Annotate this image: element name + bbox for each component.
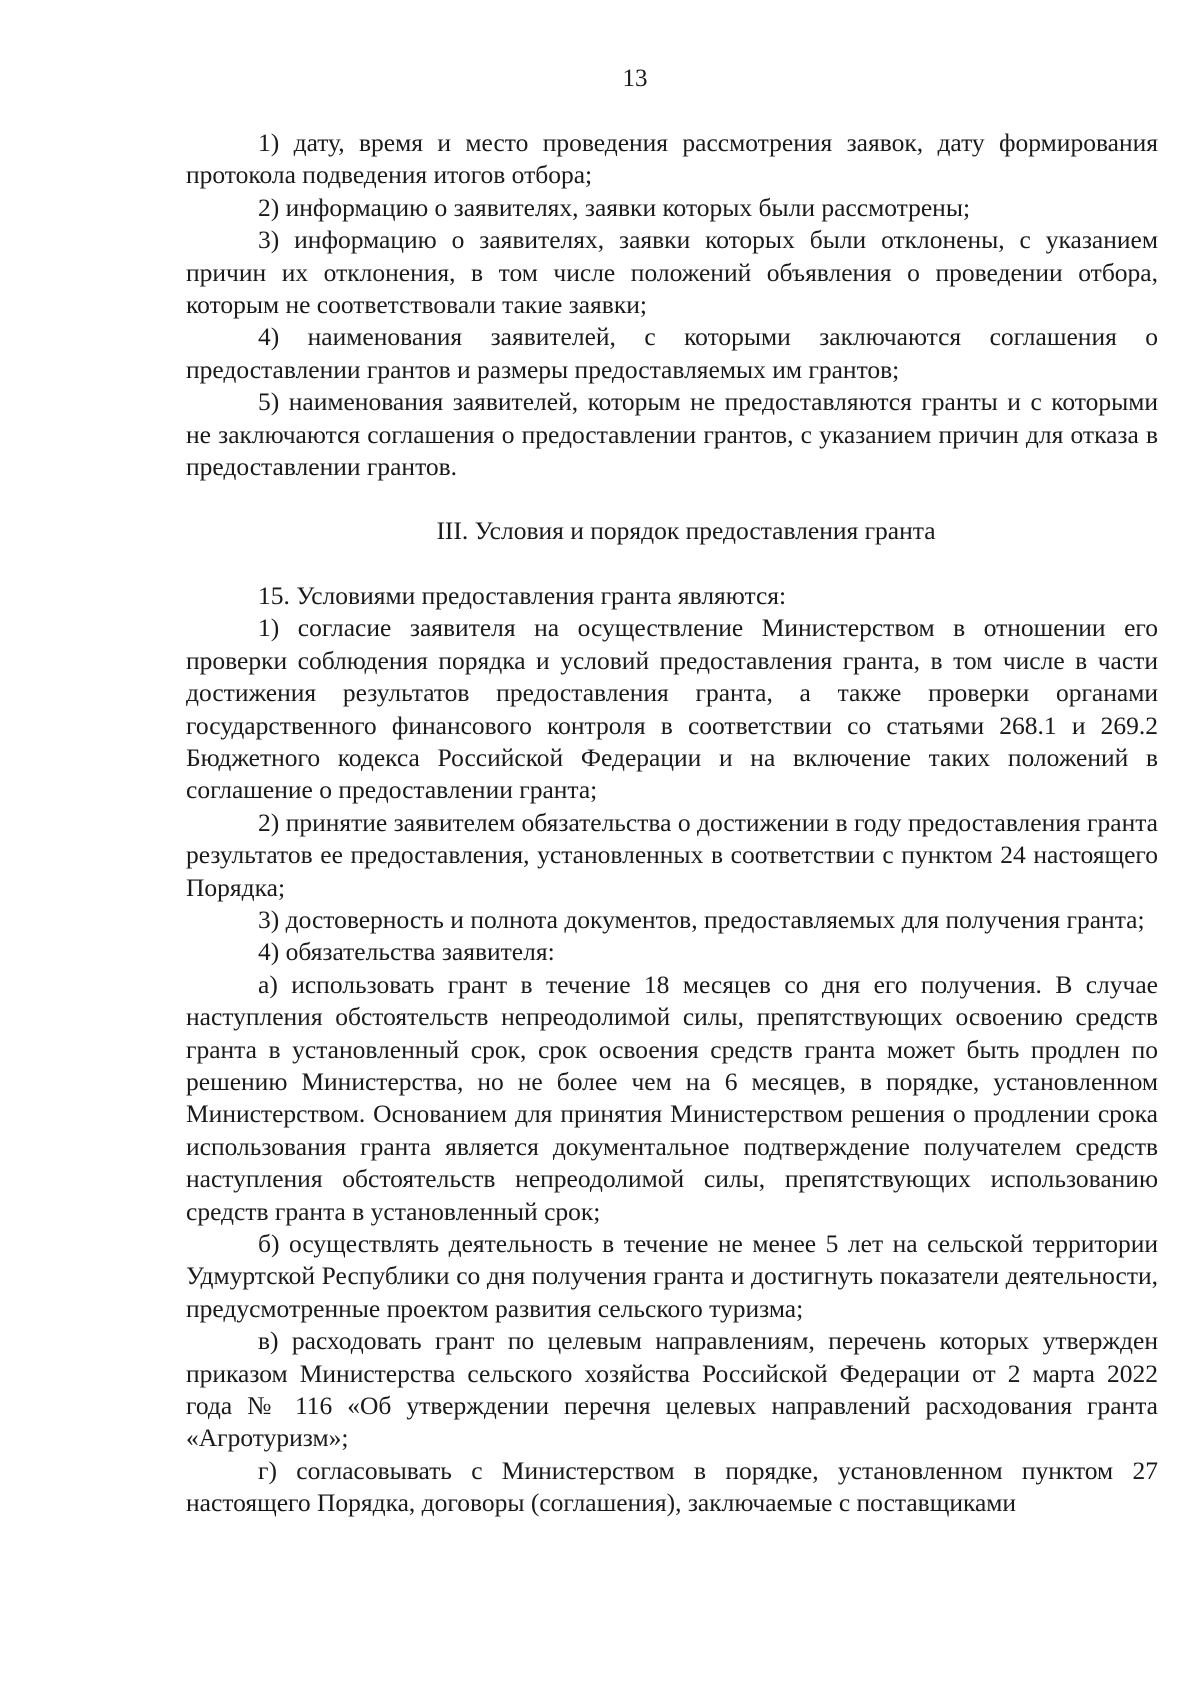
- paragraph-condition-3: 3) достоверность и полнота документов, предоставляемых для получения гранта;: [258, 904, 1145, 934]
- paragraph-item-4: 4) наименования заявителей, с которыми заключаются соглашения о предоставлении грантов и размеры предоставляемых им грантов;: [186, 322, 1158, 384]
- paragraph-obligation-a: а) использовать грант в течение 18 месяцев со дня его получения. В случае наступления обстоятельств непреодолимой силы, препятствующих освоению средств гранта в установленный срок, срок освоения средств гранта может быть продлен по решению Министерства, но не более чем на 6 месяцев, в порядке, установленном Министерством. Основанием для принятия Министерством решения о продлении срока использования гранта является документальное подтверждение получателем средств наступления обстоятельств непреодолимой силы, препятствующих использованию средств гранта в установленный срок;: [186, 969, 1158, 1226]
- section-spacer: [186, 548, 1158, 580]
- document-body: [186, 127, 1158, 1520]
- paragraph-obligation-g: г) согласовывать с Министерством в порядке, установленном пунктом 27 настоящего Порядка, договоры (соглашения), заключаемые с поставщиками: [186, 1455, 1158, 1518]
- page-number: 13: [622, 65, 648, 92]
- paragraph-item-5: 5) наименования заявителей, которым не предоставляются гранты и с которыми не заключаются соглашения о предоставлении грантов, с указанием причин для отказа в предоставлении грантов.: [186, 387, 1158, 482]
- paragraph-obligation-b: б) осуществлять деятельность в течение не менее 5 лет на сельской территории Удмуртской Республики со дня получения гранта и достигнуть показатели деятельности, предусмотренные проектом развития сельского туризма;: [186, 1229, 1158, 1323]
- paragraph-condition-1: 1) согласие заявителя на осуществление Министерством в отношении его проверки соблюдения порядка и условий предоставления гранта, в том числе в части достижения результатов предоставления гранта, а также проверки органами государственного финансового контроля в соответствии со статьями 268.1 и 269.2 Бюджетного кодекса Российской Федерации и на включение таких положений в соглашение о предоставлении гранта;: [186, 613, 1158, 805]
- paragraph-item-3: 3) информацию о заявителях, заявки которых были отклонены, с указанием причин их отклонения, в том числе положений объявления о проведении отбора, которым не соответствовали такие заявки;: [186, 225, 1158, 320]
- paragraph-obligation-v: в) расходовать грант по целевым направлениям, перечень которых утвержден приказом Министерства сельского хозяйства Российской Федерации от 2 марта 2022 года № 116 «Об утверждении перечня целевых направлений расходования гранта «Агротуризм»;: [186, 1326, 1158, 1453]
- section-spacer: [186, 483, 1158, 515]
- paragraph-item-2: 2) информацию о заявителях, заявки которых были рассмотрены;: [258, 192, 971, 222]
- paragraph-condition-2: 2) принятие заявителем обязательства о достижении в году предоставления гранта результатов ее предоставления, установленных в соответствии с пунктом 24 настоящего Порядка;: [186, 807, 1158, 902]
- paragraph-item-1: 1) дату, время и место проведения рассмотрения заявок, дату формирования протокола подведения итогов отбора;: [186, 128, 1158, 190]
- paragraph-clause-15: 15. Условиями предоставления гранта являются:: [258, 580, 787, 610]
- section-heading: III. Условия и порядок предоставления гранта: [436, 516, 936, 546]
- paragraph-condition-4: 4) обязательства заявителя:: [258, 937, 555, 967]
